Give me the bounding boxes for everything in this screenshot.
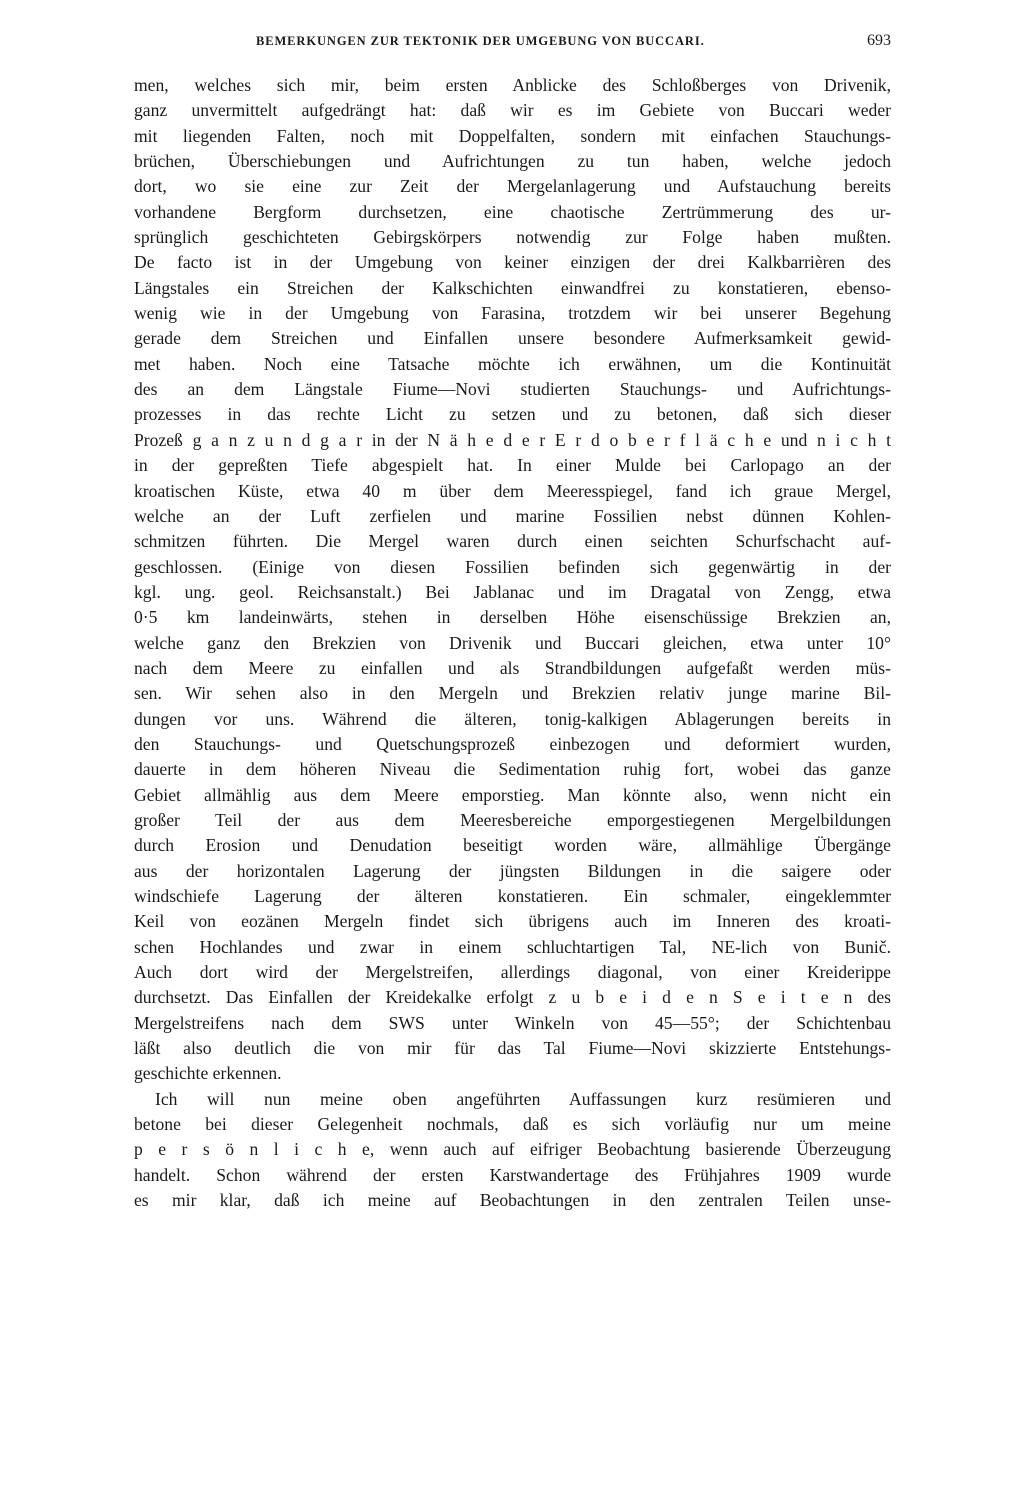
text-line: geschichte erkennen. [134,1063,282,1084]
text-line: Mergelstreifens nach dem SWS unter Winkeln von 45—55°; der Schichtenbau [134,1012,891,1033]
text-line: welche an der Luft zerfielen und marine Fossilien nebst dünnen Kohlen- [134,505,891,526]
text-line: windschiefe Lagerung der älteren konstatieren. Ein schmaler, eingeklemmter [134,886,891,906]
text-line: met haben. Noch eine Tatsache möchte ich erwähnen, um die Kontinuität [134,353,891,374]
text-line: schmitzen führten. Die Mergel waren durch einen seichten Schurfschacht auf- [134,531,891,552]
text-line: großer Teil der aus dem Meeresbereiche emporgestiegenen Mergelbildungen [134,809,891,830]
text-line: durchsetzt. Das Einfallen der Kreidekalke erfolgt z u b e i d e n S e i t e n des [134,987,891,1008]
text-line: aus der horizontalen Lagerung der jüngsten Bildungen in die saigere oder [134,860,891,881]
text-line: De facto ist in der Umgebung von keiner einzigen der drei Kalkbarrièren des [134,252,891,273]
text-line: Keil von eozänen Mergeln findet sich übrigens auch im Inneren des kroati- [134,911,891,932]
running-header [134,30,891,56]
text-line: kroatischen Küste, etwa 40 m über dem Meeresspiegel, fand ich graue Mergel, [134,480,891,501]
text-line: nach dem Meere zu einfallen und als Strandbildungen aufgefaßt werden müs- [134,657,891,678]
text-line: des an dem Längstale Fiume—Novi studierten Stauchungs- und Aufrichtungs- [134,379,891,400]
text-line: wenig wie in der Umgebung von Farasina, trotzdem wir bei unserer Begehung [134,303,891,324]
text-line: dort, wo sie eine zur Zeit der Mergelanlagerung und Aufstauchung bereits [134,176,891,197]
text-line: mit liegenden Falten, noch mit Doppelfalten, sondern mit einfachen Stauchungs- [134,125,891,146]
text-line: Auch dort wird der Mergelstreifen, allerdings diagonal, von einer Kreiderippe [134,962,891,983]
text-line: kgl. ung. geol. Reichsanstalt.) Bei Jablanac und im Dragatal von Zengg, etwa [134,581,891,602]
text-line: men, welches sich mir, beim ersten Anblicke des Schloßberges von Drivenik, [134,75,891,95]
text-line: 0·5 km landeinwärts, stehen in derselben Höhe eisenschüssige Brekzien an, [134,607,891,628]
text-line: brüchen, Überschiebungen und Aufrichtungen zu tun haben, welche jedoch [134,151,891,172]
text-line: geschlossen. (Einige von diesen Fossilien befinden sich gegenwärtig in der [134,556,891,577]
text-line: dauerte in dem höheren Niveau die Sedimentation ruhig fort, wobei das ganze [134,759,891,780]
text-line: Ich will nun meine oben angeführten Auffassungen kurz resümieren und [155,1088,891,1109]
text-line: durch Erosion und Denudation beseitigt worden wäre, allmählige Übergänge [134,835,891,856]
text-line: in der gepreßten Tiefe abgespielt hat. In einer Mulde bei Carlopago an der [134,455,891,476]
text-line: prozesses in das rechte Licht zu setzen und zu betonen, daß sich dieser [134,404,891,425]
text-line: welche ganz den Brekzien von Drivenik und Buccari gleichen, etwa unter 10° [134,632,891,653]
text-line: Prozeß g a n z u n d g a r in der N ä h e d e r E r d o b e r f l ä c h e und n i c h t [134,429,891,450]
text-line: es mir klar, daß ich meine auf Beobachtungen in den zentralen Teilen unse- [134,1190,891,1211]
text-line: dungen vor uns. Während die älteren, tonig-kalkigen Ablagerungen bereits in [134,708,891,729]
text-line: sprünglich geschichteten Gebirgskörpers notwendig zur Folge haben mußten. [134,227,891,248]
text-line: schen Hochlandes und zwar in einem schluchtartigen Tal, NE-lich von Bunič. [134,936,891,957]
page-number: 693 [867,32,891,49]
header-title: BEMERKUNGEN ZUR TEKTONIK DER UMGEBUNG VON BUCCARI. [256,34,705,48]
text-line: ganz unvermittelt aufgedrängt hat: daß wir es im Gebiete von Buccari weder [134,100,891,121]
text-line: Gebiet allmählig aus dem Meere emporstieg. Man könnte also, wenn nicht ein [134,784,891,805]
text-line: läßt also deutlich die von mir für das Tal Fiume—Novi skizzierte Entstehungs- [134,1038,891,1059]
text-line: vorhandene Bergform durchsetzen, eine chaotische Zertrümmerung des ur- [134,201,891,222]
text-line: handelt. Schon während der ersten Karstwandertage des Frühjahres 1909 wurde [134,1164,891,1185]
body-text [134,73,891,1213]
text-line: den Stauchungs- und Quetschungsprozeß einbezogen und deformiert wurden, [134,733,891,754]
text-line: Längstales ein Streichen der Kalkschichten einwandfrei zu konstatieren, ebenso- [134,277,891,298]
text-line: sen. Wir sehen also in den Mergeln und Brekzien relativ junge marine Bil- [134,683,891,704]
text-line: betone bei dieser Gelegenheit nochmals, daß es sich vorläufig nur um meine [134,1114,891,1135]
text-line: p e r s ö n l i c h e, wenn auch auf eifriger Beobachtung basierende Überzeugung [134,1139,891,1160]
text-line: gerade dem Streichen und Einfallen unsere besondere Aufmerksamkeit gewid- [134,328,891,349]
